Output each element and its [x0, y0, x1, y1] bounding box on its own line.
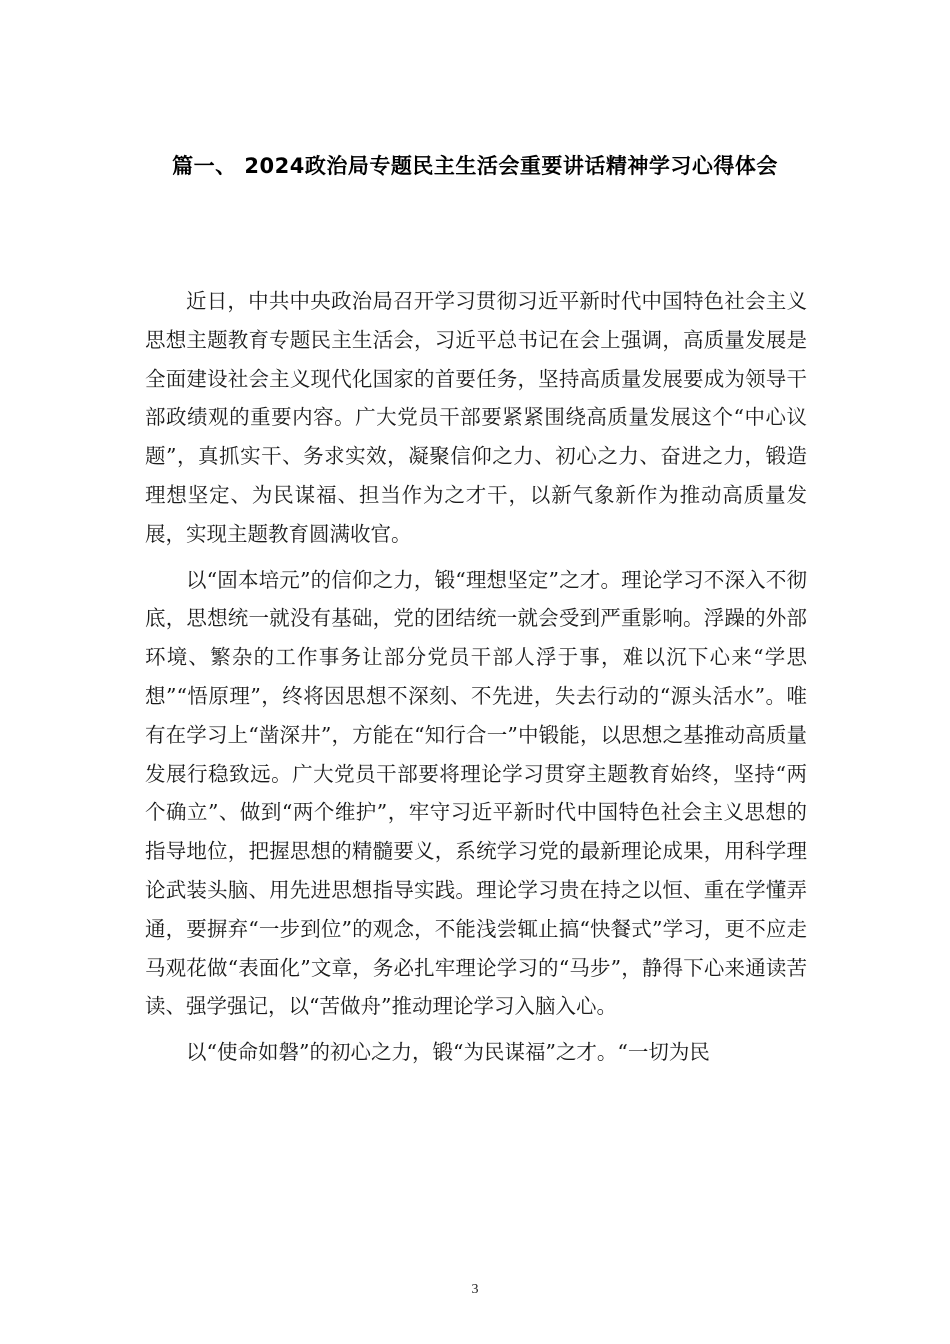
paragraph-3: 以“使命如磐”的初心之力，锻“为民谋福”之才。“一切为民: [186, 1040, 710, 1065]
document-body: [145, 282, 807, 1079]
page-number: 3: [471, 1282, 479, 1297]
paragraph-2: 以“固本培元”的信仰之力，锻“理想坚定”之才。理论学习不深入不彻底，思想统一就没有基础，党的团结统一就会受到严重影响。浮躁的外部环境、繁杂的工作事务让部分党员干部人浮于事，难以沉下心来“学思想”“悟原理”，终将因思想不深刻、不先进，失去行动的“源头活水”。唯有在学习上“凿深井”，方能在“知行合一”中锻能，以思想之基推动高质量发展行稳致远。广大党员干部要将理论学习贯穿主题教育始终，坚持“两个确立”、做到“两个维护”，牢守习近平新时代中国特色社会主义思想的指导地位，把握思想的精髓要义，系统学习党的最新理论成果，用科学理论武装头脑、用先进思想指导实践。理论学习贵在持之以恒、重在学懂弄通，要摒弃“一步到位”的观念，不能浅尝辄止搞“快餐式”学习，更不应走马观花做“表面化”文章，务必扎牢理论学习的“马步”，静得下心来通读苦读、强学强记，以“苦做舟”推动理论学习入脑入心。: [145, 567, 807, 1019]
paragraph-1: 近日，中共中央政治局召开学习贯彻习近平新时代中国特色社会主义思想主题教育专题民主生活会，习近平总书记在会上强调，高质量发展是全面建设社会主义现代化国家的首要任务，坚持高质量发展要成为领导干部政绩观的重要内容。广大党员干部要紧紧围绕高质量发展这个“中心议题”，真抓实干、务求实效，凝聚信仰之力、初心之力、奋进之力，锻造理想坚定、为民谋福、担当作为之才干，以新气象新作为推动高质量发展，实现主题教育圆满收官。: [145, 289, 807, 546]
document-title: 篇一、 2024政治局专题民主生活会重要讲话精神学习心得体会: [172, 154, 778, 178]
